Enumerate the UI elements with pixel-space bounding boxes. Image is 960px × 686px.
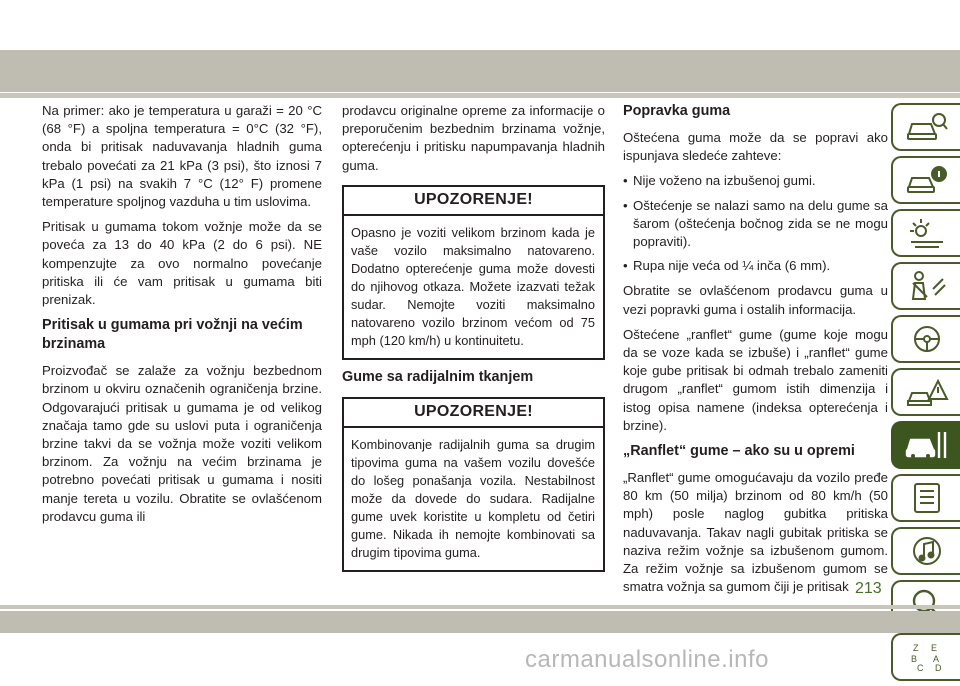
section-heading: „Ranflet“ gume – ako su u opremi — [623, 443, 855, 460]
paragraph: prodavcu originalne opreme za informacije o preporučenim bezbednim brzinama vožnje, opterećenju i pritisku napumpavanja hladnih guma. — [342, 103, 605, 173]
paragraph: Na primer: ako je temperatura u garaži = 20 °C (68 °F) a spoljna temperatura = 0°C (32 °F), onda bi pritisak naduvavanja hladnih guma trebalo povećati za 21 kPa (3 psi), što iznosi 7 kPa (1 psi) na svakih 7 °C (12° F) promene temperature spoljnog vazduha u tim uslovima. — [42, 103, 322, 210]
svg-text:E: E — [930, 643, 937, 653]
alphabet-index-icon — [905, 640, 949, 674]
list-item: • Rupa nije veća od ¼ inča (6 mm). — [623, 257, 888, 275]
tab-dashboard[interactable] — [891, 209, 960, 257]
footer-band — [0, 611, 960, 633]
warning-box — [342, 185, 605, 360]
paragraph: Pritisak u gumama tokom vožnje može da se poveća za 13 do 40 kPa (2 do 6 psi). NE kompenzujte za ovo normalno povećanje pritiska ili će vam pritisak u gumama biti prenizak. — [42, 219, 322, 308]
warning-box — [342, 397, 605, 572]
requirements-list — [623, 172, 888, 275]
warning-triangle-car-icon — [905, 375, 949, 409]
list-item: • Nije voženo na izbušenoj gumi. — [623, 172, 888, 190]
column-middle — [342, 102, 605, 580]
warning-text: Opasno je voziti velikom brzinom kada je vaše vozilo maksimalno natovareno. Dodatno opterećenje guma može dovesti do njihovog otkaza. Možete izazvati težak sudar. Nemojte voziti maksimalno natovareno vozilo brzinom većom od 75 mph (120 km/h) u kontinuitetu. — [351, 225, 595, 349]
steering-wheel-icon — [905, 322, 949, 356]
paragraph: Oštećene „ranflet“ gume (gume koje mogu da se voze kada se izbuše) i „ranflet“ gume koje gube pritisak bi odmah trebalo zameniti drugom „ranflet“ gumom istih dimenzija i istog opisa namene (indeksa opterećenja i brzine). — [623, 326, 888, 433]
seatbelt-airbag-icon — [905, 269, 949, 303]
tab-safety[interactable] — [891, 262, 960, 310]
tab-vehicle-info[interactable] — [891, 156, 960, 204]
car-info-icon — [905, 163, 949, 197]
paragraph: Obratite se ovlašćenom prodavcu guma u vezi popravki guma i ostalih informacija. — [623, 283, 888, 317]
warning-title: UPOZORENJE! — [344, 187, 603, 216]
svg-text:C: C — [916, 663, 923, 673]
svg-text:D: D — [934, 663, 941, 673]
page-number: 213 — [855, 580, 882, 597]
music-nav-icon — [905, 534, 949, 568]
tab-vehicle-overview[interactable] — [891, 103, 960, 151]
car-wrench-icon — [905, 428, 949, 462]
paragraph: Proizvođač se zalaže za vožnju bezbednom brzinom u okviru označenih ograničenja brzine. Odgovarajući pritisak u gumama je od velikog značaja tamo gde su uslovi puta i ograničenja brzine takvi da se vožnja može voziti velikom brzinom. Za vožnju na većim brzinama je potrebno povećati pritisak u gumama i nositi manje tereta u vozilu. Obratite se ovlašćenom prodavcu guma ili — [42, 363, 322, 524]
tab-specifications[interactable] — [891, 474, 960, 522]
svg-text:Z: Z — [912, 643, 918, 653]
list-item: • Oštećenje se nalazi samo na delu gume sa šarom (oštećenja bočnog zida se ne mogu popraviti). — [623, 197, 888, 252]
section-heading: Gume sa radijalnim tkanjem — [342, 369, 534, 386]
column-left — [42, 102, 322, 533]
warning-title: UPOZORENJE! — [344, 399, 603, 428]
header-band — [0, 50, 960, 92]
paragraph: Oštećena guma može da se popravi ako ispunjava sledeće zahteve: — [623, 130, 888, 164]
dashboard-light-icon — [905, 216, 949, 250]
tab-multimedia[interactable] — [891, 527, 960, 575]
checklist-icon — [905, 481, 949, 515]
svg-text:B: B — [910, 654, 917, 664]
watermark-text: carmanualsonline.info — [525, 646, 769, 673]
svg-text:A: A — [932, 654, 939, 664]
tab-servicing[interactable] — [891, 421, 960, 469]
section-heading: Pritisak u gumama pri vožnji na većim brzinama — [42, 317, 303, 353]
chapter-tabs — [891, 103, 960, 686]
tab-driving[interactable] — [891, 315, 960, 363]
column-right — [623, 102, 888, 603]
warning-text: Kombinovanje radijalnih guma sa drugim tipovima guma na vašem vozilu dovešće do lošeg ponašanja vozila. Nestabilnost može da dovede do sudara. Radijalne gume uvek koristite u kompletu od četiri gume. Nikada ih nemojte kombinovati sa drugim tipovima guma. — [351, 437, 595, 561]
car-search-icon — [905, 110, 949, 144]
tab-index[interactable] — [891, 633, 960, 681]
tab-emergency[interactable] — [891, 368, 960, 416]
section-heading: Popravka guma — [623, 103, 731, 119]
paragraph: „Ranflet“ gume omogućavaju da vozilo pređe 80 km (50 milja) brzinom od 80 km/h (50 mph) posle naglog gubitka pritiska naduvavanja. Takav nagli gubitak pritiska se naziva režim vožnje sa izbušenom gumom. Za režim vožnje sa izbušenom gumom se smatra vožnja sa gumom čiji je pritisak — [623, 470, 888, 595]
